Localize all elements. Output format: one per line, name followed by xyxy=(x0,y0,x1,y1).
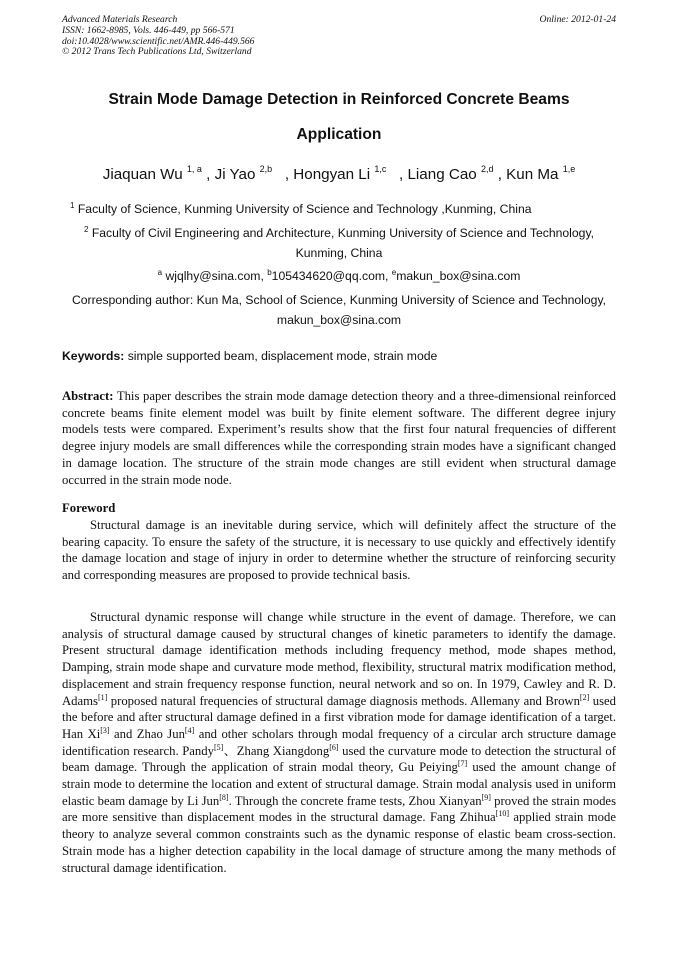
paragraph-text: used the curvature mode to detection the structural of beam damage. Through the application of strain modal theory, Gu Peiying xyxy=(62,743,616,775)
citation-ref: [6] xyxy=(329,742,339,752)
journal-doi: doi:10.4028/www.scientific.net/AMR.446-449.566 xyxy=(62,35,255,47)
keywords-label: Keywords: xyxy=(62,349,125,363)
citation-ref: [2] xyxy=(579,692,590,702)
paragraph-text: used the amount change of strain mode to determine the location and extent of structural damage. Strain modal analysis used in uniform elastic beam damage by Li Jun xyxy=(62,760,616,808)
email-mark: a xyxy=(157,268,163,277)
journal-info xyxy=(62,15,616,58)
author-affiliation-mark: 1,c xyxy=(374,164,387,174)
citation-ref: [9] xyxy=(481,792,491,802)
body-paragraph-1: Structural damage is an inevitable during service, which will definitely affect the structure of the bearing capacity. To ensure the safety of the structure, it is necessary to use quickly and effectively identify the damage location and stage of injury in order to determine whether the structure of reinforcing security and corresponding measures are proposed to provide technical basis. xyxy=(62,518,616,583)
author-affiliation-mark: 2,b xyxy=(259,164,273,174)
journal-name: Advanced Materials Research xyxy=(62,14,178,25)
citation-ref: [10] xyxy=(495,809,509,819)
paper-title-line-2: Application xyxy=(296,126,382,143)
author-list: Jiaquan Wu $^{1, a}$ , Ji Yao $^{2,b}$ , Hongyan Li $^{1,c}$ , Liang Cao $^{2,d}$ , Kun Ma $^{1,e}$ xyxy=(102,164,576,183)
journal-copyright: © 2012 Trans Tech Publications Ltd, Switzerland xyxy=(62,46,252,58)
author-name: Kun Ma xyxy=(506,166,559,183)
paragraph-text: and Zhao Jun xyxy=(109,726,185,741)
author-affiliation-mark: 2,d xyxy=(480,164,494,174)
email-mark: b xyxy=(267,268,272,277)
paragraph-text: Structural dynamic response will change while structure in the event of damage. Therefore, we can analysis of structural damage caused by structural changes of kinetic parameters to identify the damage. Present structural damage identification methods including frequency method, mode shapes method, Damping, strain mode shape and curvature mode method, flexibility, structural matrix modification method, displacement and strain frequency response function, neural network and so on. In 1979, Cawley and R. D. Adams xyxy=(62,610,616,708)
paragraph-text: . Through the concrete frame tests, Zhou Xianyan xyxy=(228,793,482,808)
email-address: wjqlhy@sina.com, xyxy=(165,269,268,283)
journal-issn: ISSN: 1662-8985, Vols. 446-449, pp 566-571 xyxy=(62,24,235,36)
keywords xyxy=(62,347,616,367)
email-address: makun_box@sina.com xyxy=(396,269,521,283)
journal-header xyxy=(62,15,616,58)
affiliation-1 xyxy=(70,200,532,220)
affiliation-number: 2 xyxy=(83,225,89,234)
paragraph-text: proposed natural frequencies of structural damage diagnosis methods. Allemany and Brown xyxy=(107,693,580,708)
paragraph-text: 、Zhang Xiangdong xyxy=(223,743,330,758)
paragraph-text: proved the strain modes are more sensitive than displacement modes in the structural damage. Fang Zhihua xyxy=(62,793,617,825)
paragraph-text: applied strain mode theory to analyze several common constraints such as the dynamic response of elastic beam cross-section. Strain mode has a higher detection capability in the local damage of structure among the many methods of structural damage identification. xyxy=(62,810,616,875)
citation-ref: [5] xyxy=(213,742,224,752)
affiliation-text: Faculty of Civil Engineering and Architecture, Kunming University of Science and Technology, Kunming, China xyxy=(91,226,595,260)
citation-ref: [4] xyxy=(184,725,195,735)
abstract xyxy=(62,388,616,488)
author-name: Liang Cao xyxy=(407,166,477,183)
author-name: Jiaquan Wu xyxy=(102,166,183,183)
affiliation-2 xyxy=(62,224,616,263)
citation-ref: [3] xyxy=(100,725,110,735)
email-mark: e xyxy=(391,268,397,277)
author-emails xyxy=(62,267,616,287)
author-name: Hongyan Li xyxy=(293,166,371,183)
paper-title-line-1: Strain Mode Damage Detection in Reinforced Concrete Beams xyxy=(108,91,570,108)
paragraph-text: used the before and after structural damage defined in a first vibration mode for damage identification of a target. Han Xi xyxy=(62,693,616,741)
author-affiliation-mark: 1, a xyxy=(186,164,202,174)
body-paragraph-2 xyxy=(62,609,616,876)
abstract-label: Abstract: xyxy=(62,389,114,403)
citation-ref: [8] xyxy=(219,792,229,802)
keywords-text: simple supported beam, displacement mode, strain mode xyxy=(124,349,438,363)
citation-ref: [7] xyxy=(457,759,468,769)
author-affiliation-mark: 1,e xyxy=(562,164,576,174)
affiliation-text: Faculty of Science, Kunming University of Science and Technology ,Kunming, China xyxy=(77,202,532,216)
online-date: Online: 2012-01-24 xyxy=(539,14,616,25)
corresponding-author: Corresponding author: Kun Ma, School of Science, Kunming University of Science and Technology, makun_box@sina.com xyxy=(71,293,607,327)
citation-ref: [1] xyxy=(97,692,108,702)
author-name: Ji Yao xyxy=(214,166,256,183)
email-address: 105434620@qq.com, xyxy=(271,269,392,283)
section-heading-foreword: Foreword xyxy=(62,501,116,515)
paragraph-text: and other scholars through modal frequency of a circular arch structure damage identification research. Pandy xyxy=(62,726,616,758)
abstract-text: This paper describes the strain mode damage detection theory and a three-dimensional reinforced concrete beams finite element model was built by finite element software. The different degree injury models tests were compared. Experiment’s results show that the first four natural frequencies of different degree injury models are small differences while the corresponding strain modes have a significant changed in damage location. The structure of the strain mode changes are still evident when structural damage occurred in the strain mode node. xyxy=(62,389,616,487)
affiliation-number: 1 xyxy=(70,201,75,210)
